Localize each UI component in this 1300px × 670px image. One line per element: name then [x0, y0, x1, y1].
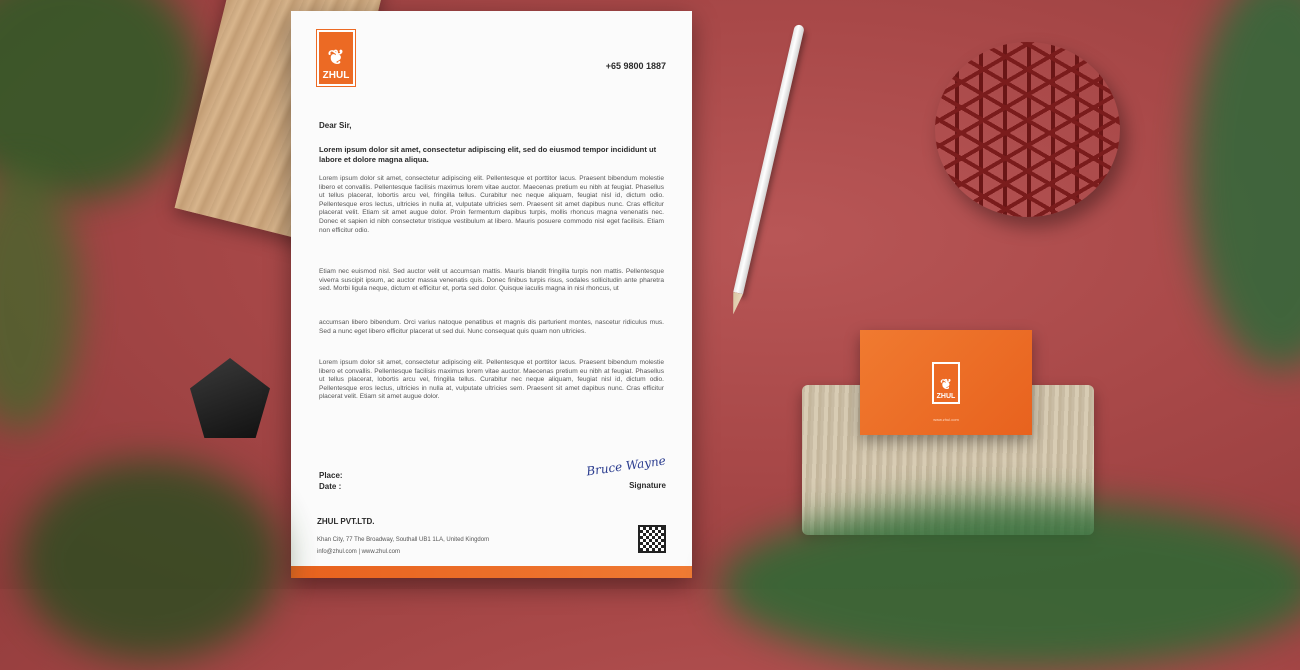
- handwritten-signature: Bruce Wayne: [585, 453, 667, 479]
- company-contact: info@zhul.com | www.zhul.com: [317, 549, 401, 555]
- greeting: Dear Sir,: [319, 121, 352, 130]
- signature-label: Signature: [629, 481, 666, 490]
- phone-number: +65 9800 1887: [605, 61, 666, 71]
- letterhead-logo: [317, 30, 355, 86]
- card-logo: [932, 362, 960, 404]
- blurred-leaf: [720, 500, 1300, 670]
- geometric-wire-sphere: [935, 42, 1120, 217]
- company-name: ZHUL PVT.LTD.: [317, 517, 375, 526]
- logo-text: ZHUL: [322, 70, 350, 81]
- place-label: Place:: [319, 471, 343, 480]
- body-paragraph: Lorem ipsum dolor sit amet, consectetur adipiscing elit. Pellentesque et porttitor lacus. Praesent bibendum molestie libero et convallis. Pellentesque facilisis maximus lorem vitae auctor. Maecenas pretium eu nibh at feugiat. Phasellus ut tellus placerat, lobortis arcu vel, fringilla tellus. Curabitur nec neque aliquam, feugiat nisl id, dictum odio. Pellentesque eros lectus, ultricies in nulla at, vulputate ultricies sem. Praesent sit amet dapibus nunc. Cras efficitur placerat velit. Etiam sit amet augue dolor. Proin fermentum dapibus turpis, mollis rhoncus magna venenatis nec. Donec et sapien id nibh consectetur tristique vestibulum at libero. Mauris posuere commodo nisl eget facilisis. Etiam non efficitur odio.: [319, 175, 664, 234]
- card-website: www.zhul.com: [933, 417, 959, 422]
- logo-text: ZHUL: [936, 393, 956, 400]
- black-pentagon-object: [190, 358, 270, 438]
- wheat-icon: ❦: [940, 376, 952, 392]
- body-paragraph: accumsan libero bibendum. Orci varius natoque penatibus et magnis dis parturient montes, nascetur ridiculus mus. Sed a nunc eget libero efficitur placerat ut sed dui. Nunc consequat quis quam non ultricies.: [319, 319, 664, 335]
- white-pencil: [733, 24, 805, 294]
- business-card: [860, 330, 1032, 435]
- blurred-leaf: [1190, 0, 1300, 370]
- date-label: Date :: [319, 482, 342, 491]
- wheat-icon: ❦: [327, 47, 345, 69]
- letter-footer-bar: [291, 566, 692, 578]
- body-paragraph: Etiam nec euismod nisl. Sed auctor velit ut accumsan mattis. Mauris blandit fringilla turpis non mattis. Pellentesque viverra suscipit ipsum, ac auctor massa venenatis quis. Donec finibus turpis risus, sodales sollicitudin ante pharetra sed. Morbi ligula neque, dictum et efficitur et, porta sed dolor. Quisque iaculis magna in nisi rhoncus, ut: [319, 268, 664, 293]
- company-address: Khan City, 77 The Broadway, Southall UB1 1LA, United Kingdom: [317, 537, 490, 543]
- pencil-tip: [728, 292, 743, 316]
- letterhead-page: [291, 11, 692, 578]
- blurred-leaf: [0, 0, 200, 200]
- body-paragraph: Lorem ipsum dolor sit amet, consectetur adipiscing elit. Pellentesque et porttitor lacus. Praesent bibendum molestie libero et convallis. Pellentesque facilisis maximus lorem vitae auctor. Maecenas pretium eu nibh at feugiat. Phasellus ut tellus placerat, lobortis arcu vel, fringilla tellus. Curabitur nec neque aliquam, feugiat nisl id, dictum odio. Pellentesque eros lectus, ultricies in nulla at, vulputate ultricies sem. Praesent sit amet dapibus nunc. Cras efficitur placerat velit. Etiam sit amet augue dolor.: [319, 359, 664, 401]
- blurred-leaf: [0, 170, 80, 430]
- intro-paragraph: Lorem ipsum dolor sit amet, consectetur adipiscing elit, sed do eiusmod tempor incididunt ut labore et dolore magna aliqua.: [319, 145, 657, 164]
- qr-code-icon: [638, 525, 666, 553]
- blurred-leaf: [20, 460, 280, 660]
